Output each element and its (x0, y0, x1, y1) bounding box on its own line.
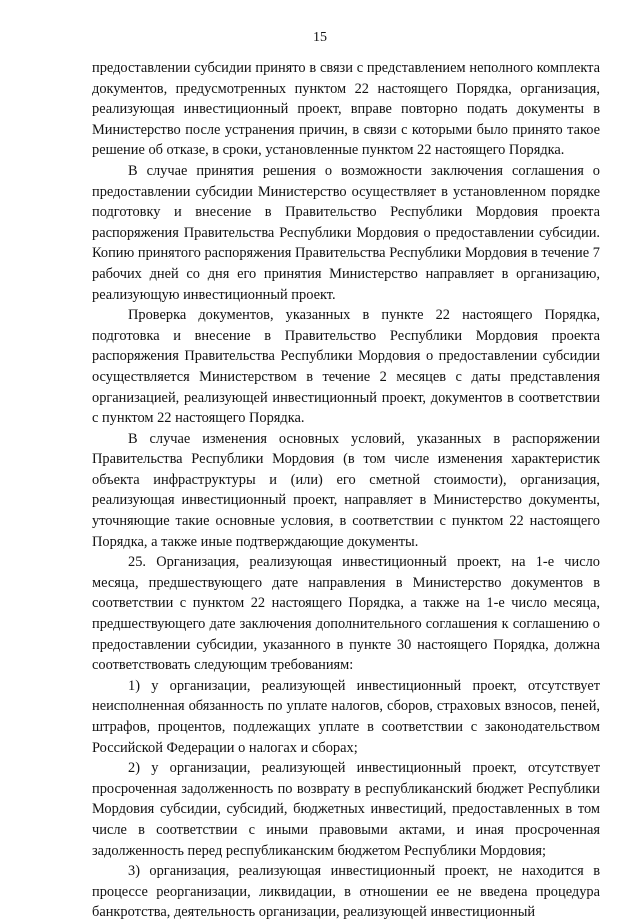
paragraph: В случае изменения основных условий, указанных в распоряжении Правительства Республики Мордовия (в том числе изменения характеристик объекта инфраструктуры и (или) его сметной стоимости), организация, реализующая инвестиционный проект, направляет в Министерство документы, уточняющие такие основные условия, в соответствии с пунктом 22 настоящего Порядка, а также иные подтверждающие документы. (92, 430, 600, 550)
list-item-3: 3) организация, реализующая инвестиционный проект, не находится в процессе реорганизации, ликвидации, в отношении ее не введена процедура банкротства, деятельность организации, реализующей инвестиционный (92, 863, 600, 921)
document-body (92, 58, 600, 923)
paragraph: В случае принятия решения о возможности заключения соглашения о предоставлении субсидии Министерство осуществляет в установленном порядке подготовку и внесение в Правительство Республики Мордовия проекта распоряжения Правительства Республики Мордовия о предоставлении субсидии. Копию принятого распоряжения Правительства Республики Мордовия в течение 7 рабочих дней со дня его принятия Министерство направляет в организацию, реализующую инвестиционный проект. (92, 162, 600, 303)
paragraph-continuation: предоставлении субсидии принято в связи с представлением неполного комплекта документов, предусмотренных пунктом 22 настоящего Порядка, организация, реализующая инвестиционный проект, вправе повторно подать документы в Министерство после устранения причин, в связи с которыми было принято такое решение об отказе, в сроки, установленные пунктом 22 настоящего Порядка. (92, 60, 600, 159)
page-number: 15 (313, 30, 327, 45)
paragraph: Проверка документов, указанных в пункте 22 настоящего Порядка, подготовка и внесение в Правительство Республики Мордовия проекта распоряжения Правительства Республики Мордовия о предоставлении субсидии осуществляется Министерством в течение 2 месяцев с даты представления организацией, реализующей инвестиционный проект, документов в соответствии с пунктом 22 настоящего Порядка. (92, 307, 600, 427)
paragraph-clause-25: 25. Организация, реализующая инвестиционный проект, на 1-е число месяца, предшествующего дате направления в Министерство документов в соответствии с пунктом 22 настоящего Порядка, а также на 1-е число месяца, предшествующего дате заключения дополнительного соглашения к соглашению о предоставлении субсидии, указанного в пункте 30 настоящего Порядка, должна соответствовать следующим требованиям: (92, 554, 600, 674)
list-item-1: 1) у организации, реализующей инвестиционный проект, отсутствует неисполненная обязанность по уплате налогов, сборов, страховых взносов, пеней, штрафов, процентов, подлежащих уплате в соответствии с законодательством Российской Федерации о налогах и сборах; (92, 677, 600, 756)
list-item-2: 2) у организации, реализующей инвестиционный проект, отсутствует просроченная задолженность по возврату в республиканский бюджет Республики Мордовия субсидии, субсидий, бюджетных инвестиций, предоставленных в том числе в соответствии с иными правовыми актами, и иная просроченная задолженность перед республиканским бюджетом Республики Мордовия; (92, 760, 600, 859)
